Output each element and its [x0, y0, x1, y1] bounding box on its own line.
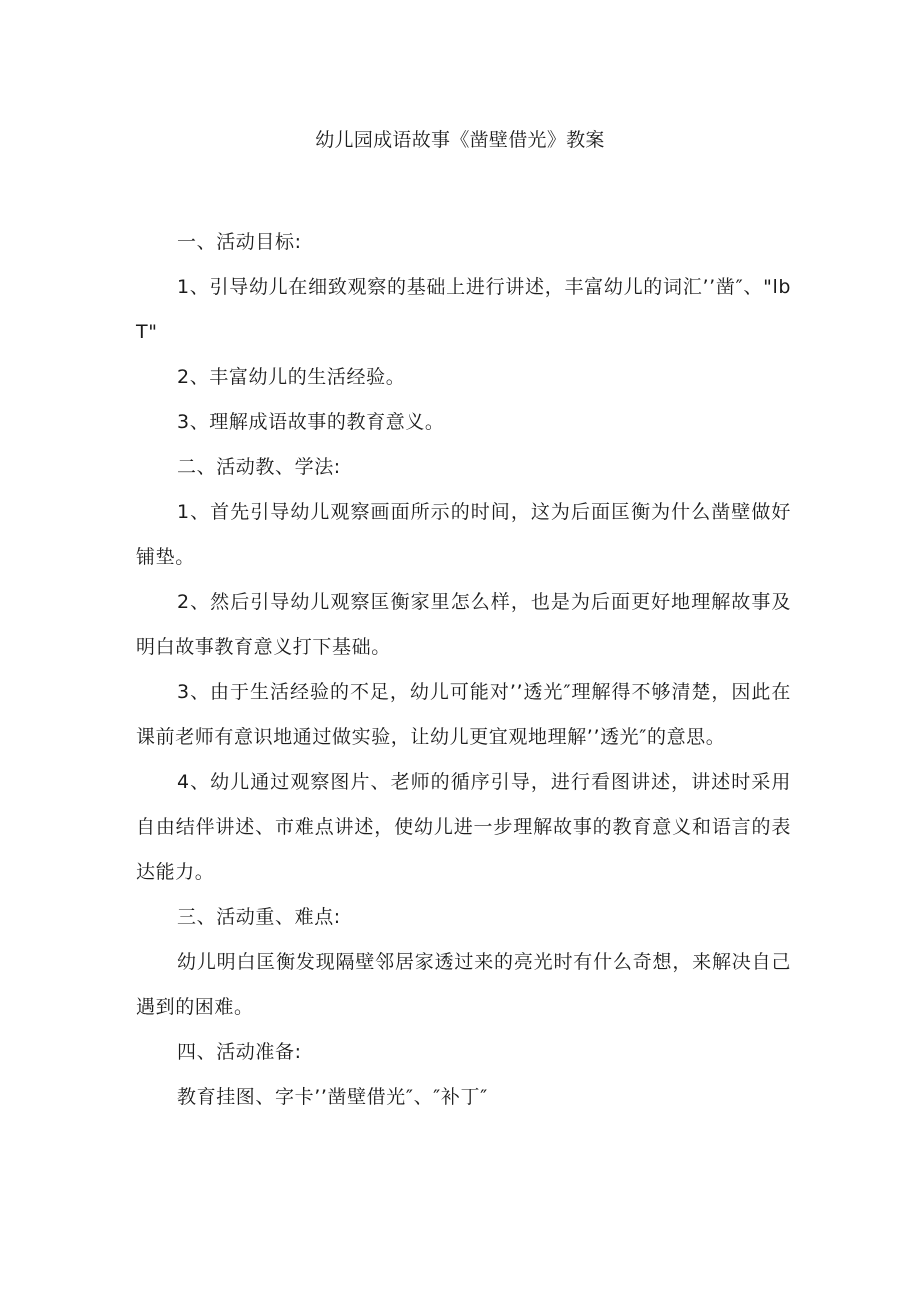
method-paragraph-4: 4、幼儿通过观察图片、老师的循序引导，进行看图讲述，讲述时采用自由结伴讲述、市难点讲述，使幼儿进一步理解故事的教育意义和语言的表达能力。	[136, 771, 791, 883]
goal-paragraph-3: 3、理解成语故事的教育意义。	[177, 411, 445, 433]
section-heading-preparation: 四、活动准备:	[177, 1041, 302, 1063]
method-paragraph-2: 2、然后引导幼儿观察匡衡家里怎么样，也是为后面更好地理解故事及明白故事教育意义打下基础。	[136, 591, 791, 658]
document-body	[136, 220, 791, 1120]
document-title: 幼儿园成语故事《凿壁借光》教案	[315, 129, 605, 151]
preparation-paragraph: 教育挂图、字卡’’凿壁借光″、″补丁″	[177, 1086, 488, 1108]
method-paragraph-1: 1、首先引导幼儿观察画面所示的时间，这为后面匡衡为什么凿壁做好铺垫。	[136, 501, 791, 568]
key-points-paragraph: 幼儿明白匡衡发现隔壁邻居家透过来的亮光时有什么奇想，来解决自己遇到的困难。	[136, 951, 791, 1018]
goal-paragraph-1: 1、引导幼儿在细致观察的基础上进行讲述，丰富幼儿的词汇’’凿″、"lbT"	[136, 276, 791, 343]
section-heading-goals: 一、活动目标:	[177, 231, 302, 253]
goal-paragraph-2: 2、丰富幼儿的生活经验。	[177, 366, 406, 388]
section-heading-methods: 二、活动教、学法:	[177, 456, 341, 478]
section-heading-key-points: 三、活动重、难点:	[177, 906, 341, 928]
method-paragraph-3: 3、由于生活经验的不足，幼儿可能对’’透光″理解得不够清楚，因此在课前老师有意识地通过做实验，让幼儿更宜观地理解’’透光″的意思。	[136, 681, 791, 748]
